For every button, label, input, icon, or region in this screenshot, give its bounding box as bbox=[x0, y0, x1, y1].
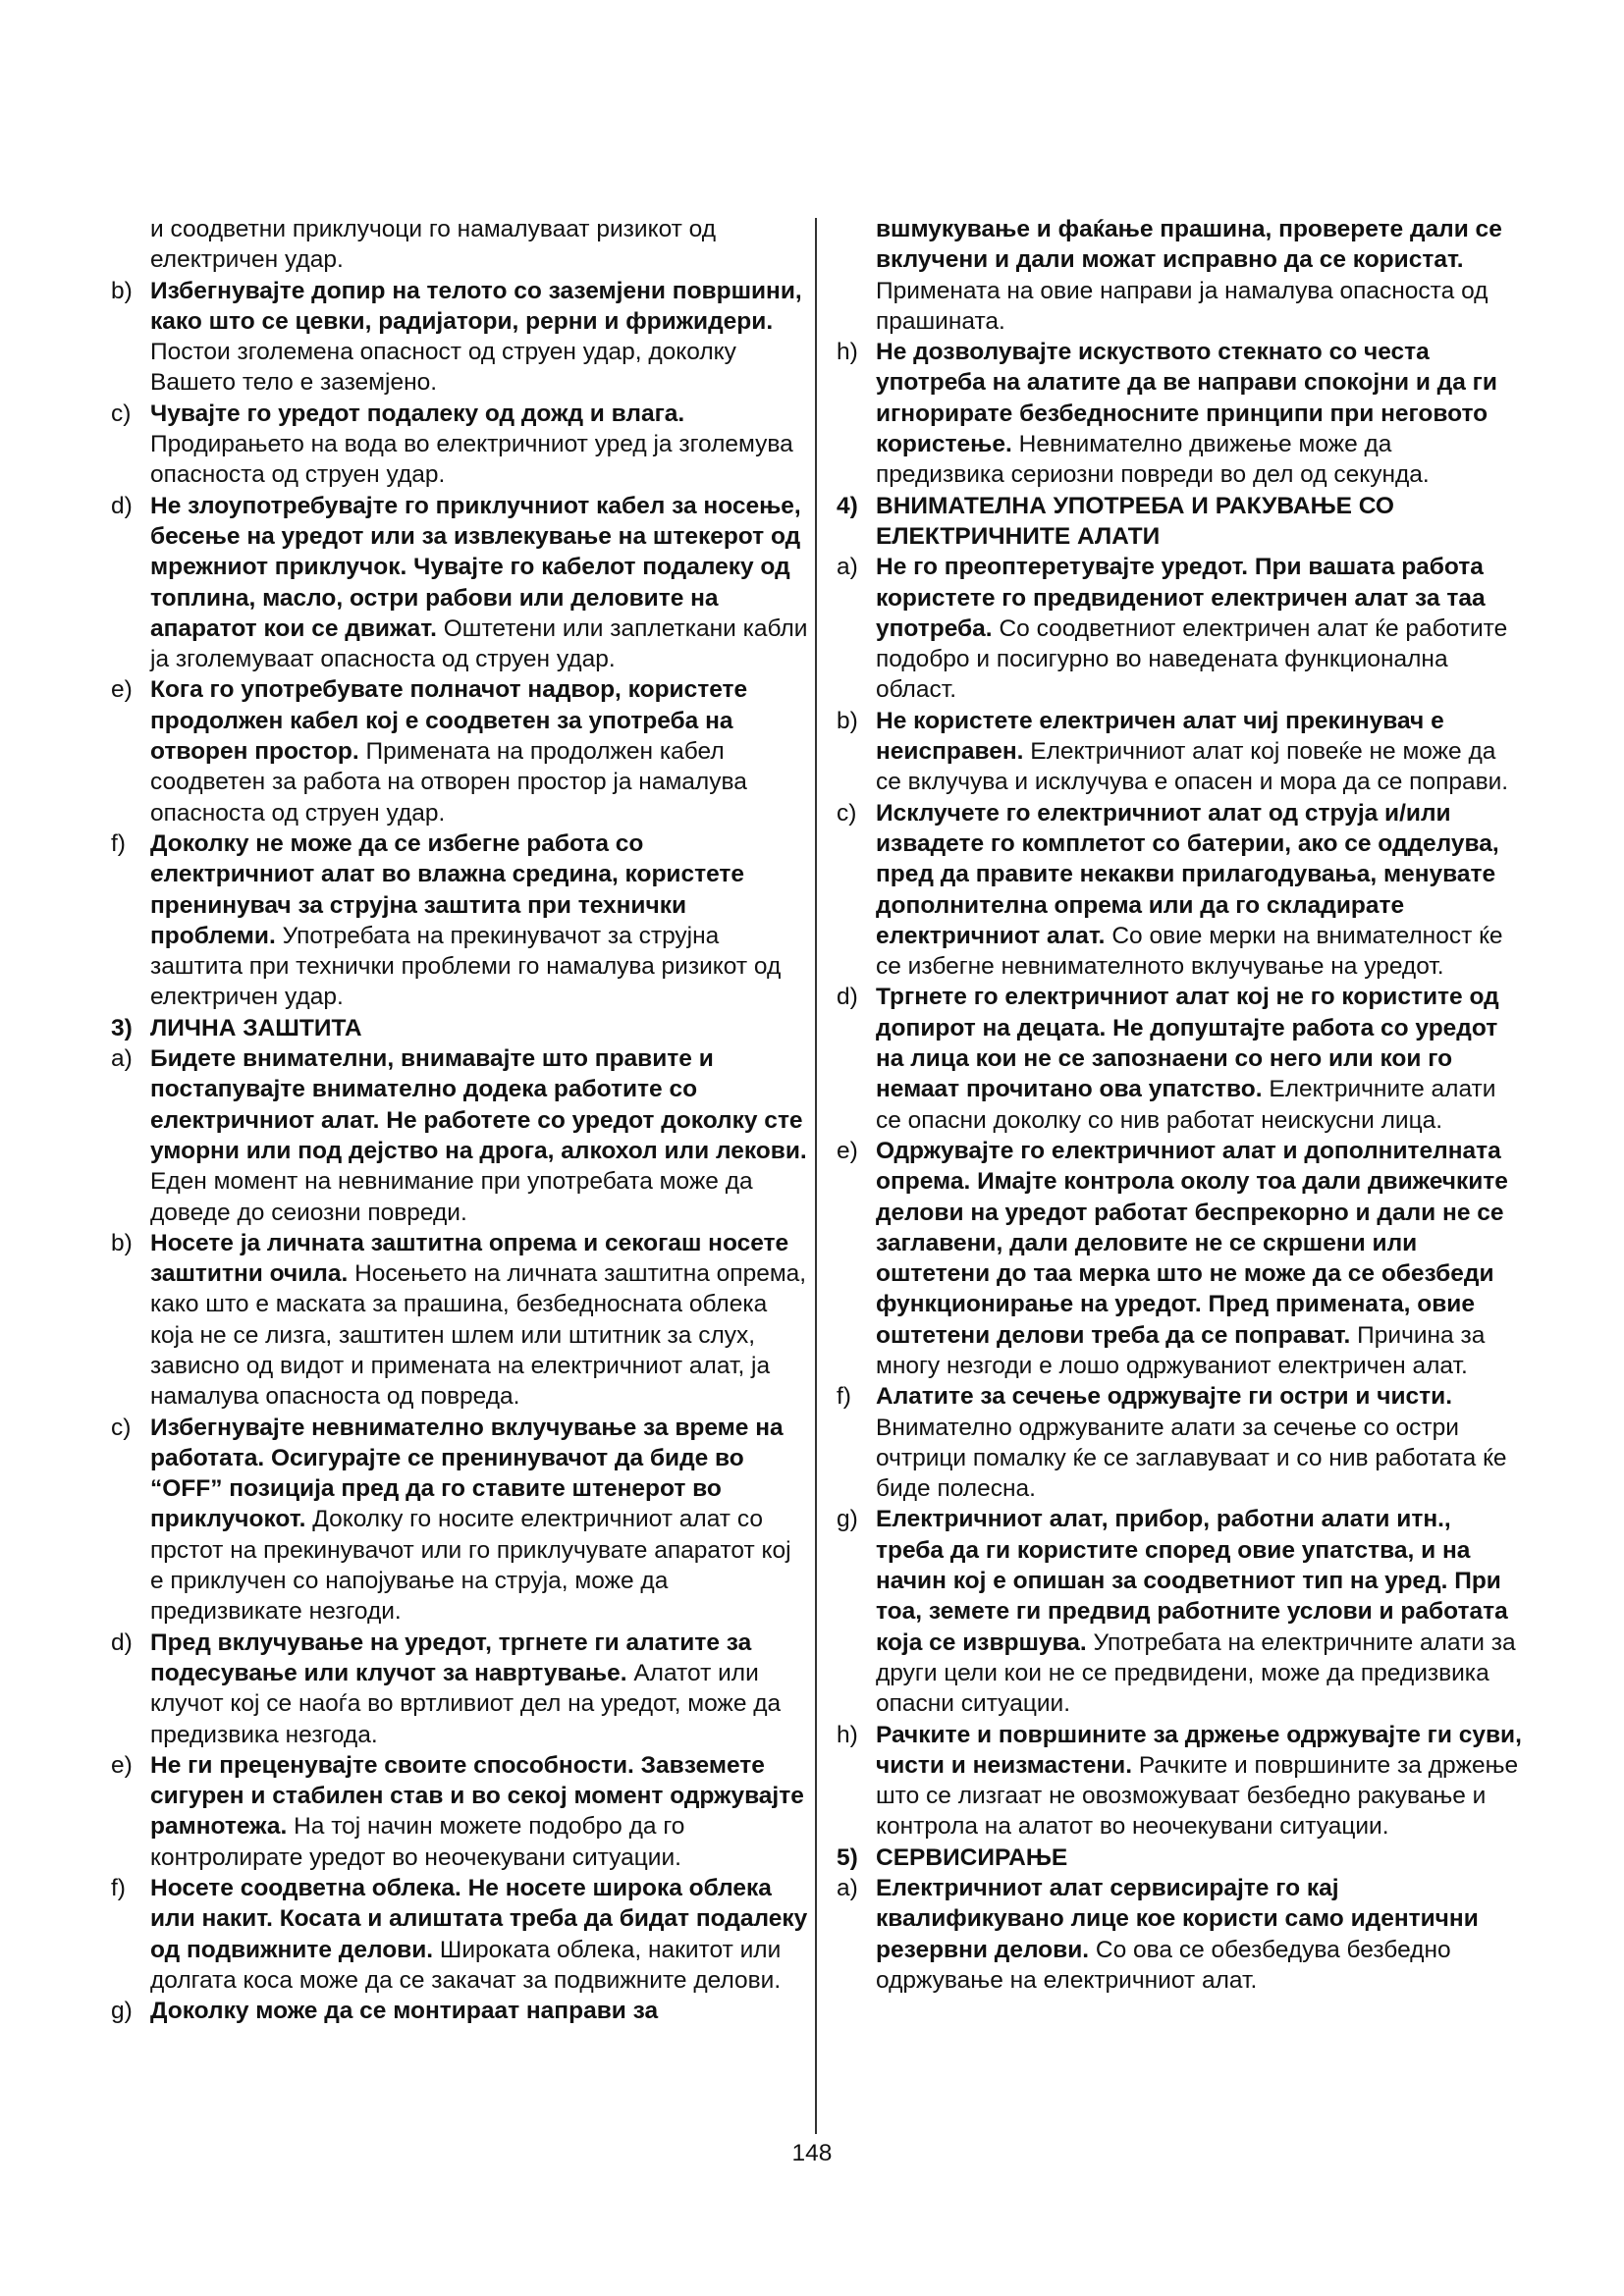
item-text: Употребата на електричните алати за други цели кои не се предвидени, може да предизвика опасни ситуации. bbox=[876, 1629, 1516, 1718]
item-text: Доколку го носите електричниот алат со прстот на прекинувачот или го приклучувате апаратот кој е приклучен со напојување на струја, може да предизвикате незгоди. bbox=[150, 1506, 791, 1626]
instruction-item bbox=[111, 1873, 810, 1996]
item-letter: e) bbox=[837, 1137, 858, 1164]
item-bold-text: Избегнувајте невнимателно вклучување за време на работата. Осигурајте се пренинувачот да биде во “OFF” позиција пред да го ставите штенерот во приклучокот. bbox=[150, 1414, 784, 1533]
instruction-item bbox=[837, 798, 1524, 983]
item-bold-text: Исклучете го електричниот алат од струја и/или извадете го комплетот со батерии, ако се одделува, пред да правите некакви прилагодувања, менувате дополнителна опрема или да го складирате електричниот алат. bbox=[876, 799, 1499, 949]
section-heading bbox=[837, 1842, 1524, 1873]
continuation-paragraph bbox=[837, 214, 1524, 337]
item-letter: f) bbox=[837, 1383, 851, 1411]
item-bold-text: Доколку може да се монтираат направи за bbox=[150, 1998, 659, 2025]
item-text: Употребата на прекинувачот за струјна заштита при технички проблеми го намалува ризикот од електричен удар. bbox=[150, 922, 782, 1011]
item-letter: c) bbox=[111, 1414, 132, 1441]
item-bold-text: Избегнувајте допир на телото со заземјени површини, како што се цевки, радијатори, рерни и фрижидери. bbox=[150, 277, 802, 335]
item-letter: d) bbox=[837, 984, 858, 1011]
item-text: Внимателно одржуваните алати за сечење со остри очтрици помалку ќе се заглавуваат и со нив работата ќе биде полесна. bbox=[876, 1414, 1507, 1503]
instruction-item bbox=[837, 982, 1524, 1135]
instruction-item bbox=[111, 276, 810, 399]
item-text: Примената на овие направи ја намалува опасноста од прашината. bbox=[876, 277, 1489, 335]
item-bold-text: Чувајте го уредот подалеку од дожд и влага. bbox=[150, 400, 685, 427]
item-bold-text: Не злоупотребувајте го приклучниот кабел за носење, бесење на уредот или за извлекување на штекерот од мрежниот приклучок. Чувајте го кабелот подалеку од топлина, масло, остри рабови или деловите на апаратот кои се движат. bbox=[150, 492, 801, 642]
item-bold-text: Рачките и површините за држење одржувајте ги суви, чисти и неизмастени. bbox=[876, 1721, 1522, 1779]
instruction-item bbox=[837, 1873, 1524, 1996]
item-letter: b) bbox=[837, 707, 858, 734]
right-column bbox=[837, 214, 1524, 1996]
item-text: Со ова се обезбедува безбедно одржување на електричниот алат. bbox=[876, 1936, 1451, 1994]
instruction-item bbox=[111, 399, 810, 491]
item-bold-text: Не го преоптеретувајте уредот. При вашата работа користете го предвидениот електричен алат за таа употреба. bbox=[876, 554, 1486, 642]
item-letter: d) bbox=[111, 492, 133, 519]
item-letter: h) bbox=[837, 339, 858, 366]
section-number: 5) bbox=[837, 1843, 858, 1871]
item-bold-text: Не дозволувајте искуството стекнато со честа употреба на алатите да ве направи спокојни и да ги игнорирате безбедносните принципи при неговото користење. bbox=[876, 339, 1497, 458]
section-heading bbox=[111, 1013, 810, 1043]
instruction-item bbox=[111, 674, 810, 828]
item-bold-text: Одржувајте го електричниот алат и дополнителната опрема. Имајте контрола околу тоа дали движечките делови на уредот работат беспрекорно и дали не се заглавени, дали деловите не се скршени или оштетени до таа мерка што не може да се обезбеди функционирање на уредот. Пред примената, овие оштетени делови треба да се поправат. bbox=[876, 1137, 1508, 1349]
item-letter: b) bbox=[111, 1229, 133, 1256]
instruction-item bbox=[111, 1750, 810, 1873]
item-letter: c) bbox=[111, 400, 132, 427]
section-title: ВНИМАТЕЛНА УПОТРЕБА И РАКУВАЊЕ СО ЕЛЕКТРИЧНИТЕ АЛАТИ bbox=[876, 492, 1394, 550]
item-bold-text: Тргнете го електричниот алат кој не го користите од допирот на децата. Не допуштајте работа со уредот на лица кои не се запознаени со него или кои го немаат прочитано ова упатство. bbox=[876, 984, 1499, 1103]
left-column bbox=[111, 214, 810, 2027]
item-letter: a) bbox=[837, 1875, 858, 1902]
instruction-item bbox=[837, 1720, 1524, 1842]
item-text: Електричните алати се опасни доколку со нив работат неискусни лица. bbox=[876, 1076, 1496, 1134]
item-bold-text: Кога го употребувате полначот надвор, користете продолжен кабел кој е соодветен за употреба на отворен простор. bbox=[150, 676, 748, 766]
section-title: СЕРВИСИРАЊЕ bbox=[876, 1843, 1068, 1871]
item-letter: d) bbox=[111, 1629, 133, 1656]
item-text: Со соодветниот електричен алат ќе работите подобро и посигурно во наведената функционална област. bbox=[876, 614, 1508, 704]
item-text: Еден момент на невнимание при употребата може да доведе до сеиозни повреди. bbox=[150, 1168, 753, 1226]
instruction-item bbox=[837, 337, 1524, 490]
item-letter: c) bbox=[837, 799, 857, 827]
item-text: Невнимателно движење може да предизвика сериозни повреди во дел од секунда. bbox=[876, 431, 1430, 489]
instruction-item bbox=[837, 1381, 1524, 1504]
instruction-item bbox=[111, 491, 810, 675]
item-bold-text: Електричниот алат, прибор, работни алати итн., треба да ги користите според овие упатства, и на начин кој е опишан за соодветниот тип на уред. При тоа, земете ги предвид работните услови и работата која се извршува. bbox=[876, 1506, 1508, 1656]
instruction-item bbox=[111, 828, 810, 1013]
item-bold-text: Не користете електричен алат чиј прекинувач е неисправен. bbox=[876, 707, 1444, 766]
item-text: Со овие мерки на внимателност ќе се избегне невнимателното вклучување на уредот. bbox=[876, 922, 1503, 981]
item-bold-text: Бидете внимателни, внимавајте што правите и постапувајте внимателно додека работите со електричниот алат. Не работете со уредот доколку сте уморни или под дејство на дрога, алкохол или лекови. bbox=[150, 1045, 807, 1164]
item-letter: h) bbox=[837, 1721, 858, 1748]
item-text: Широката облека, накитот или долгата коса може да се закачат за подвижните делови. bbox=[150, 1936, 782, 1994]
section-number: 4) bbox=[837, 492, 858, 519]
instruction-item bbox=[111, 1996, 810, 2026]
item-text: Постои зголемена опасност од струен удар, доколку Вашето тело е заземјено. bbox=[150, 339, 736, 397]
item-text: Оштетени или заплеткани кабли ја зголемуваат опасноста од струен удар. bbox=[150, 614, 808, 673]
item-text: Продирањето на вода во електричниот уред ја зголемува опасноста од струен удар. bbox=[150, 431, 793, 489]
instruction-item bbox=[111, 1228, 810, 1413]
item-bold-text: Носете ја личната заштитна опрема и секогаш носете заштитни очила. bbox=[150, 1229, 789, 1288]
item-bold-text: Алатите за сечење одржувајте ги остри и чисти. bbox=[876, 1383, 1453, 1411]
item-text: Електричниот алат кој повеќе не може да се вклучува и исклучува е опасен и мора да се поправи. bbox=[876, 738, 1509, 796]
section-title: ЛИЧНА ЗАШТИТА bbox=[150, 1014, 362, 1041]
item-text: На тој начин можете подобро да го контролирате уредот во неочекувани ситуации. bbox=[150, 1813, 685, 1871]
item-bold-text: Носете соодветна облека. Не носете широка облека или накит. Косата и алиштата треба да бидат подалеку од подвижните делови. bbox=[150, 1875, 808, 1963]
item-text: Алатот или клучот кој се наоѓа во вртливиот дел на уредот, може да предизвика незгода. bbox=[150, 1659, 782, 1748]
instruction-item bbox=[837, 706, 1524, 798]
item-letter: e) bbox=[111, 1751, 133, 1779]
item-text: Носењето на личната заштитна опрема, како што е маската за прашина, безбедносната облека која не се лизга, заштитен шлем или штитник за слух, зависно од видот и примената на електричниот алат, ја намалува опасноста од повреда. bbox=[150, 1260, 807, 1411]
item-bold-text: Пред вклучување на уредот, тргнете ги алатите за подесување или клучот за навртување. bbox=[150, 1629, 752, 1686]
item-bold-text: Не ги преценувајте своите способности. Завземете сигурен и стабилен став и во секој момент одржувајте рамнотежа. bbox=[150, 1751, 804, 1841]
item-text: Примената на продолжен кабел соодветен за работа на отворен простор ја намалува опасноста од струен удар. bbox=[150, 738, 747, 827]
instruction-item bbox=[111, 1043, 810, 1228]
item-letter: a) bbox=[111, 1045, 133, 1073]
item-letter: f) bbox=[111, 829, 126, 857]
section-heading bbox=[837, 491, 1524, 553]
column-divider bbox=[815, 218, 817, 2134]
section-number: 3) bbox=[111, 1014, 133, 1041]
item-bold-text: вшмукување и фаќање прашина, проверете дали се вклучени и дали можат исправно да се користат. bbox=[876, 216, 1502, 274]
item-letter: a) bbox=[837, 554, 858, 581]
item-text: Рачките и површините за држење што се лизгаат не овозможуваат безбедно ракување и контрола на алатот во неочекувани ситуации. bbox=[876, 1751, 1519, 1841]
item-bold-text: Електричниот алат сервисирајте го кај квалификувано лице кое користи само идентични резервни делови. bbox=[876, 1875, 1479, 1963]
item-bold-text: Доколку не може да се избегне работа со електричниот алат во влажна средина, користете пренинувач за струјна заштита при технички проблеми. bbox=[150, 829, 745, 949]
instruction-item bbox=[111, 1628, 810, 1750]
item-letter: e) bbox=[111, 676, 133, 704]
paragraph-text: и соодветни приклучоци го намалуваат ризикот од електричен удар. bbox=[150, 216, 717, 274]
item-letter: g) bbox=[111, 1998, 133, 2025]
instruction-item bbox=[111, 1413, 810, 1628]
continuation-paragraph bbox=[111, 214, 810, 276]
instruction-item bbox=[837, 1504, 1524, 1719]
item-letter: f) bbox=[111, 1875, 126, 1902]
item-letter: b) bbox=[111, 277, 133, 304]
item-letter: g) bbox=[837, 1506, 858, 1533]
instruction-item bbox=[837, 1136, 1524, 1381]
page-number: 148 bbox=[791, 2140, 833, 2166]
instruction-item bbox=[837, 552, 1524, 705]
item-text: Причина за многу незгоди е лошо одржуваниот електричен алат. bbox=[876, 1321, 1486, 1379]
